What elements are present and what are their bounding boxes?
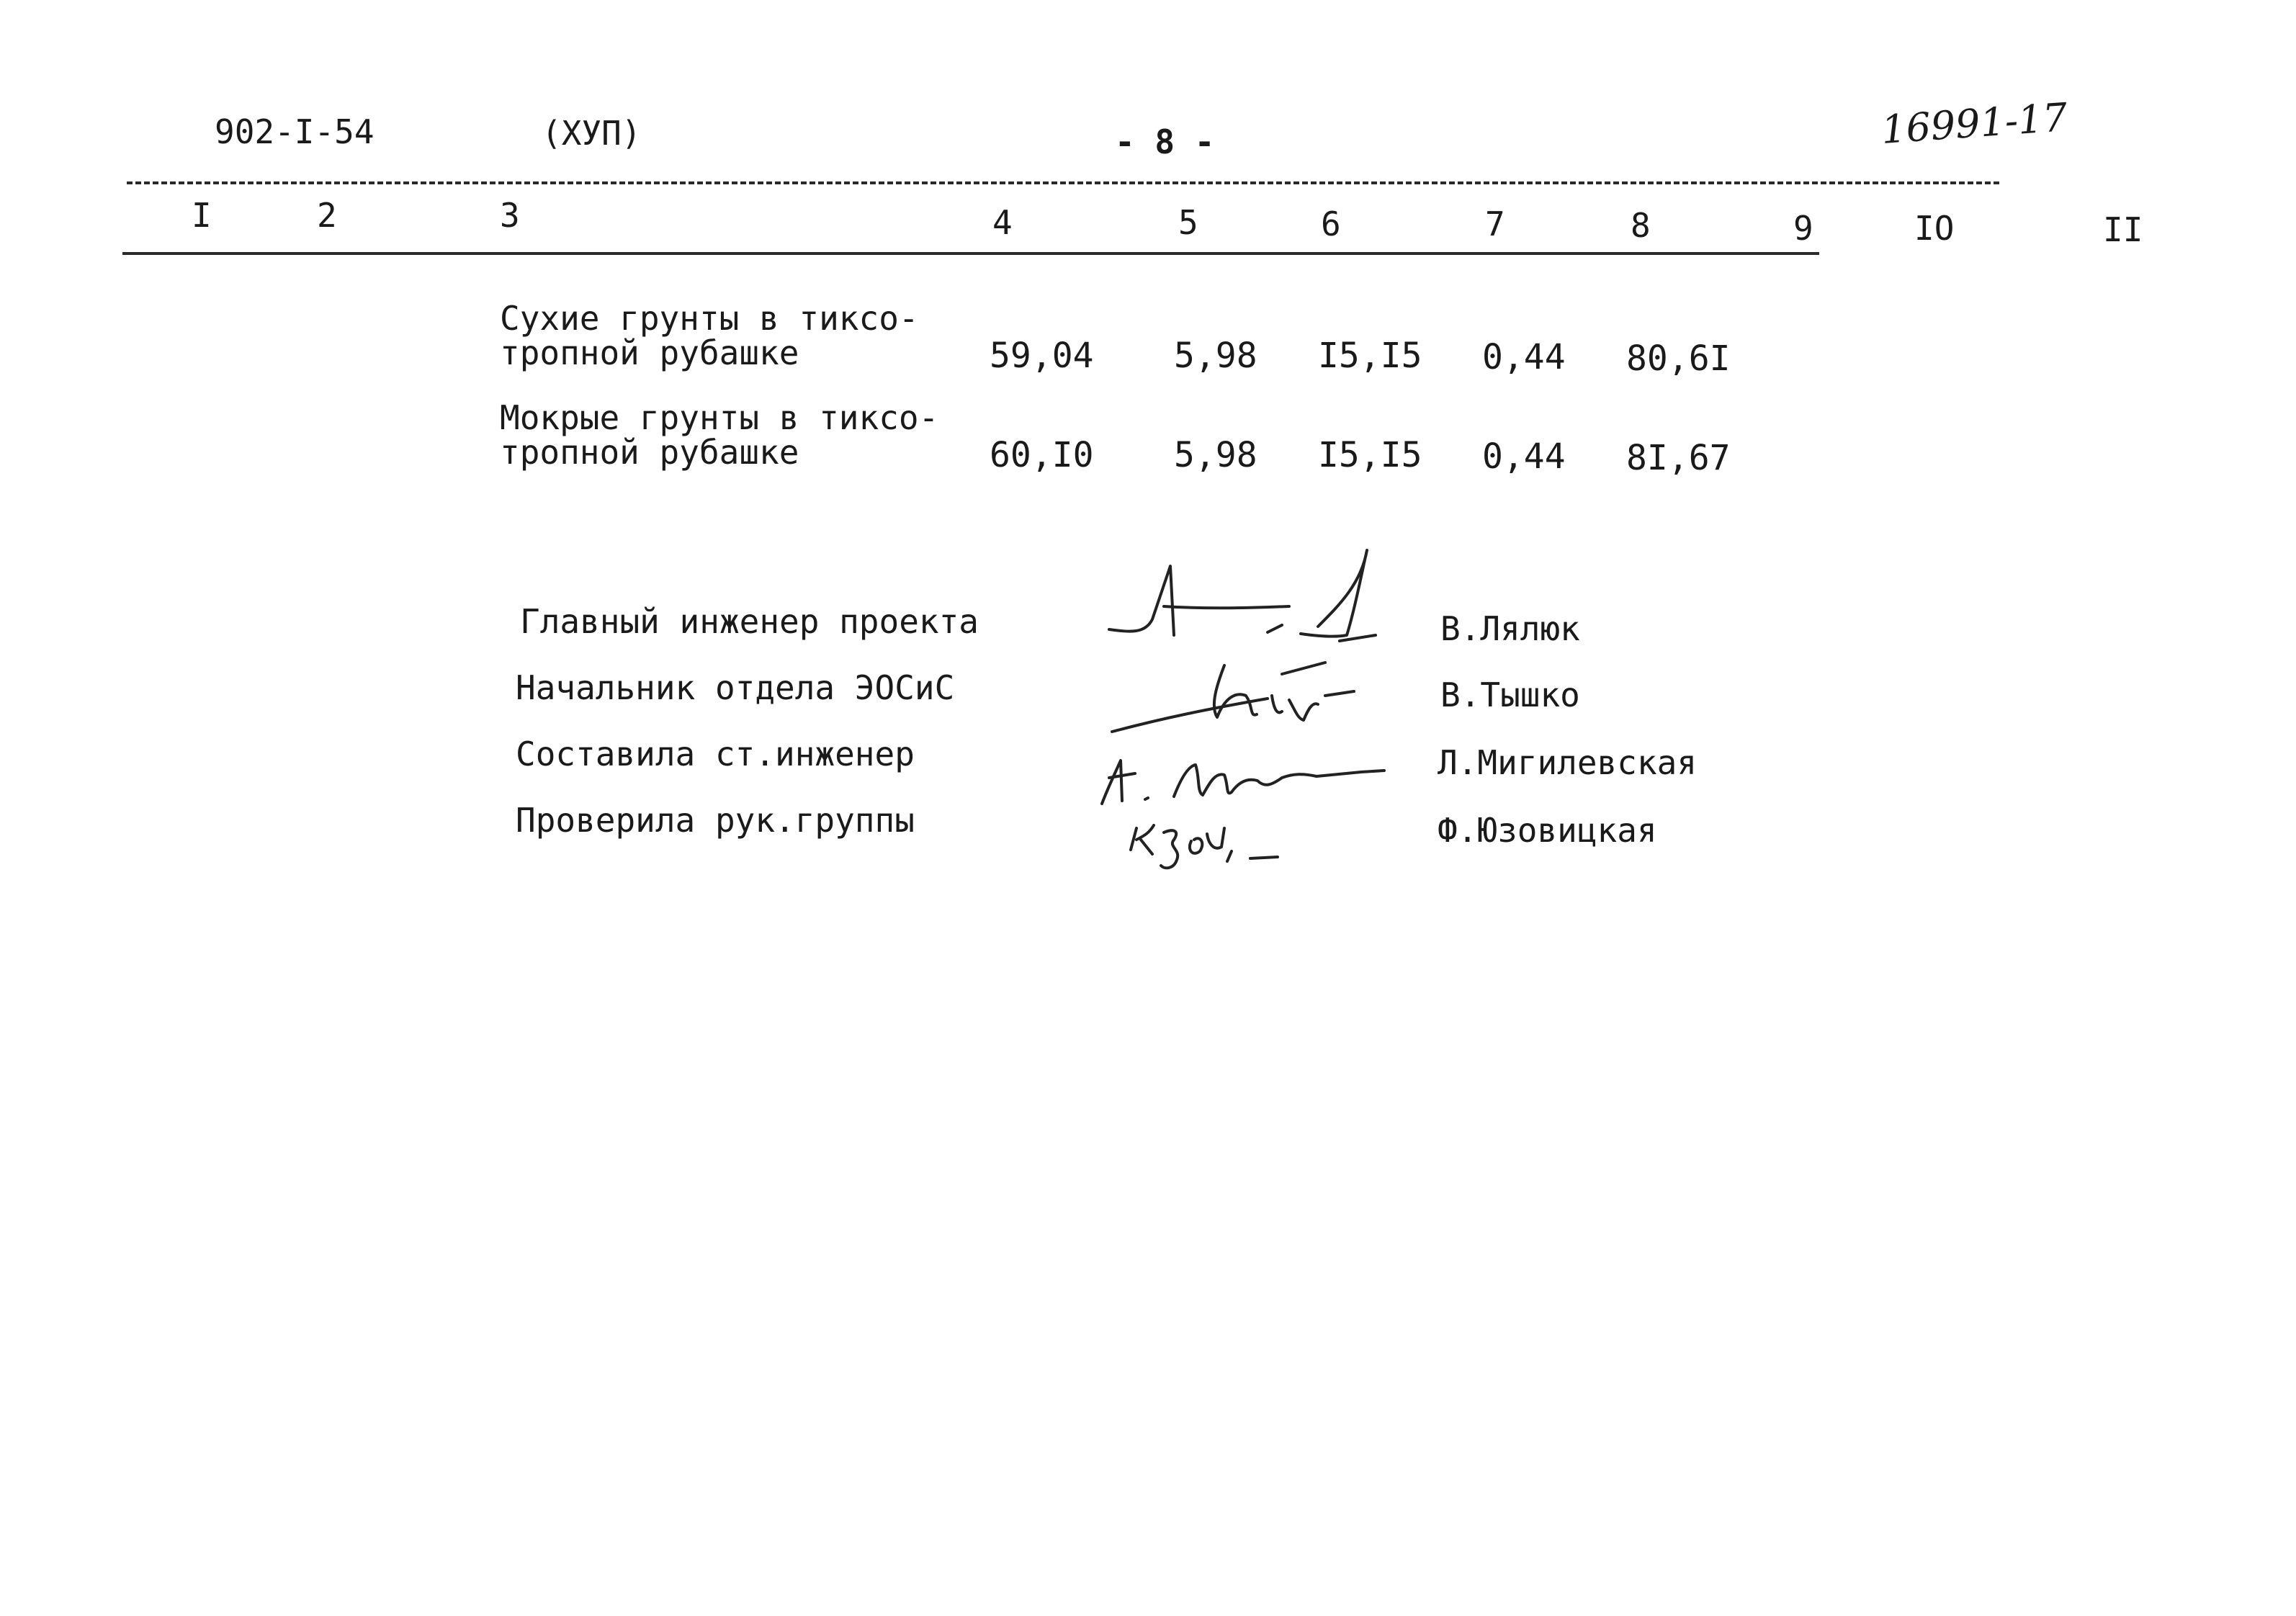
table-row-1-col6: I5,I5 <box>1318 336 1422 376</box>
column-number-6: 6 <box>1321 205 1341 243</box>
table-row-2-col6: I5,I5 <box>1318 435 1422 475</box>
column-number-9: 9 <box>1793 209 1813 248</box>
signature-role-1: Главный инженер проекта <box>520 602 979 641</box>
header-bottom-rule <box>122 252 1819 255</box>
signature-mark-2 <box>1109 648 1383 742</box>
column-number-5: 5 <box>1178 203 1198 242</box>
column-number-8: 8 <box>1631 206 1651 245</box>
table-row-2-description <box>500 400 938 470</box>
page-number: - 8 - <box>1115 122 1215 161</box>
signatory-name-4: Ф.Юзовицкая <box>1438 811 1657 850</box>
column-number-4: 4 <box>992 203 1013 242</box>
column-number-10: IO <box>1914 209 1955 248</box>
table-row-2-col7: 0,44 <box>1482 436 1566 477</box>
signature-mark-1 <box>1102 540 1390 655</box>
table-row-2-col5: 5,98 <box>1174 435 1257 475</box>
signatory-name-3: Л.Мигилевская <box>1438 743 1698 782</box>
document-code: 902-I-54 <box>215 112 375 151</box>
table-row-1-col8: 80,6I <box>1626 338 1731 379</box>
description-line: Мокрые грунты в тиксо- <box>500 398 939 437</box>
column-number-1: I <box>192 196 212 235</box>
signature-role-3: Составила ст.инженер <box>516 735 915 773</box>
header-top-rule <box>127 181 1999 184</box>
table-row-1-col4: 59,04 <box>990 336 1094 376</box>
signatory-name-2: В.Тышко <box>1440 675 1580 714</box>
table-row-2-col8: 8I,67 <box>1626 438 1731 478</box>
table-row-1-col5: 5,98 <box>1174 336 1257 376</box>
description-line: тропной рубашке <box>500 433 799 472</box>
signatory-name-1: В.Лялюк <box>1440 609 1580 648</box>
signature-mark-4 <box>1124 799 1296 886</box>
sheet-number: 16991-17 <box>1880 94 2069 153</box>
signature-role-2: Начальник отдела ЭОСиС <box>516 668 955 707</box>
column-number-2: 2 <box>317 196 337 235</box>
column-number-7: 7 <box>1485 205 1505 243</box>
table-row-1-col7: 0,44 <box>1482 337 1566 377</box>
section-label: (ХУП) <box>542 114 642 153</box>
signature-role-4: Проверила рук.группы <box>516 801 915 840</box>
table-row-2-col4: 60,I0 <box>990 435 1094 475</box>
column-number-3: 3 <box>500 196 520 235</box>
column-number-11: II <box>2103 210 2143 249</box>
description-line: тропной рубашке <box>500 333 799 372</box>
description-line: Сухие грунты в тиксо- <box>500 299 919 338</box>
table-row-1-description <box>500 301 919 370</box>
